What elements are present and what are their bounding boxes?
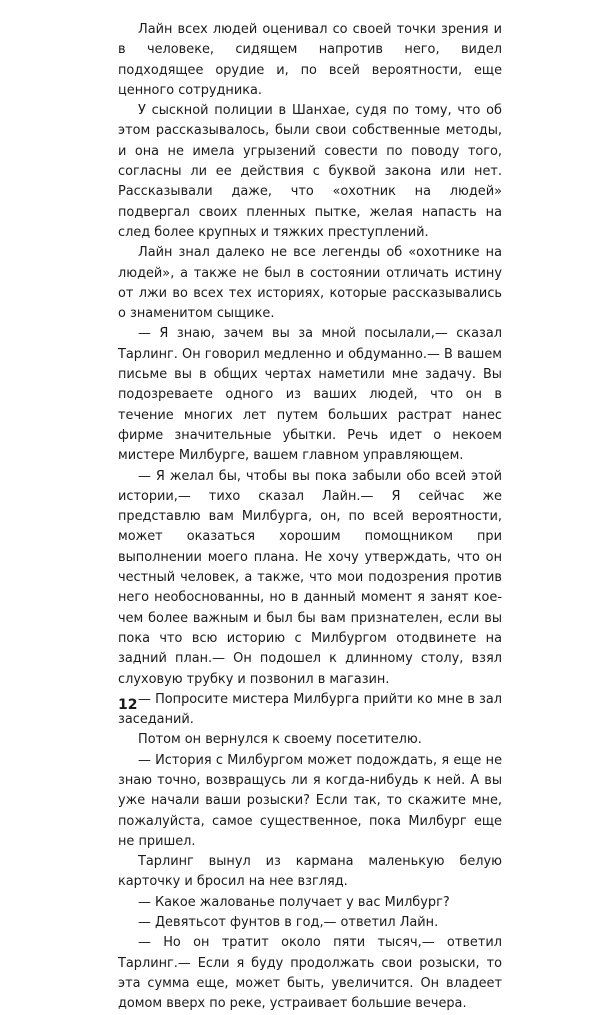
paragraph-3: Лайн знал далеко не все легенды об «охотнике на людей», а также не был в состоянии отличать истину от лжи во всех тех историях, которые рассказывались о знаменитом сыщике. <box>118 245 502 322</box>
paragraph-5: — Я желал бы, чтобы вы пока забыли обо всей этой истории,— тихо сказал Лайн.— Я сейчас же представлю вам Милбурга, он, по всей вероятности, может оказаться хорошим помощником при выполнении моего плана. Не хочу утверждать, что он честный человек, а также, что мои подозрения против него необоснованны, но в данный момент я занят кое-чем более важным и был бы вам признателен, если вы пока что всю историю с Милбургом отодвинете на задний план.— Он подошел к длинному столу, взял слуховую трубку и позвонил в магазин. <box>118 468 502 687</box>
paragraph-1: Лайн всех людей оценивал со своей точки зрения и в человеке, сидящем напротив него, видел подходящее орудие и, по всей вероятности, еще ценного сотрудника. <box>118 22 502 98</box>
page-number: 12 <box>118 697 138 713</box>
paragraph-10: — Какое жалованье получает у вас Милбург? <box>138 894 450 910</box>
paragraph-4: — Я знаю, зачем вы за мной посылали,— сказал Тарлинг. Он говорил медленно и обдуманно.— В вашем письме вы в общих чертах наметили мне задачу. Вы подозреваете одного из ваших людей, что он в течение многих лет путем больших растрат нанес фирме значительные убытки. Речь идет о некоем мистере Милбурге, вашем главном управляющем. <box>118 326 502 464</box>
paragraph-7: Потом он вернулся к своему посетителю. <box>138 732 422 748</box>
paragraph-8: — История с Милбургом может подождать, я еще не знаю точно, возвращусь ли я когда-нибудь к ней. А вы уже начали ваши розыски? Если так, то скажите мне, пожалуйста, самое существенное, пока Милбург еще не пришел. <box>118 752 502 849</box>
paragraph-6: — Попросите мистера Милбурга прийти ко мне в зал заседаний. <box>118 691 502 728</box>
paragraph-9: Тарлинг вынул из кармана маленькую белую карточку и бросил на нее взгляд. <box>118 854 502 890</box>
paragraph-11: — Девятьсот фунтов в год,— ответил Лайн. <box>138 915 439 931</box>
book-page-body <box>118 20 502 1015</box>
paragraph-12: — Но он тратит около пяти тысяч,— ответил Тарлинг.— Если я буду продолжать свои розыски, то эта сумма еще, может быть, увеличится. Он владеет домом вверх по реке, устраивает большие вечера. <box>118 935 502 1012</box>
paragraph-2: У сыскной полиции в Шанхае, судя по тому, что об этом рассказывалось, были свои собственные методы, и она не имела угрызений совести по поводу того, согласны ли ее действия с буквой закона или нет. Рассказывали даже, что «охотник на людей» подвергал своих пленных пытке, желая напасть на след более крупных и тяжких преступлений. <box>118 103 502 240</box>
